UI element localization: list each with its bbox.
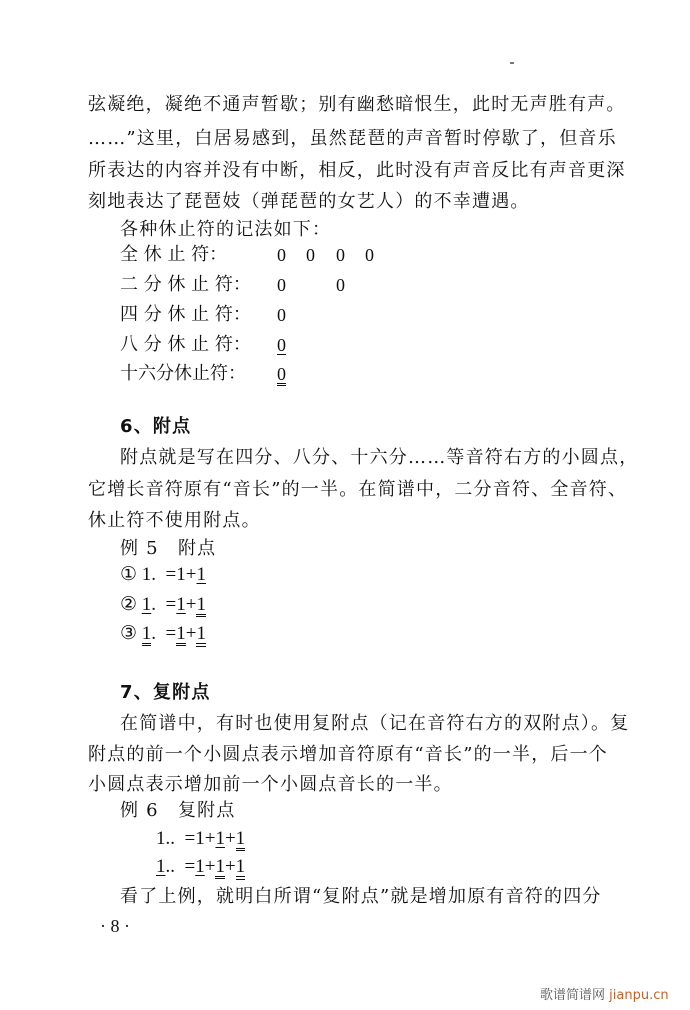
rest-value-sixteenth: 0 xyxy=(277,364,286,384)
watermark xyxy=(540,984,669,1003)
paragraph-line: 休止符不使用附点。 xyxy=(88,510,261,531)
watermark-cn: 歌谱简谱网 xyxy=(540,988,606,1003)
paragraph-line: 小圆点表示增加前一个小圆点音长的一半。 xyxy=(88,774,453,795)
rest-value-quarter: 0 xyxy=(277,305,286,325)
example-5-row-3: ③ 1. =1+1 xyxy=(120,623,206,647)
rest-value-eighth: 0 xyxy=(277,335,286,355)
example-6-row-1: 1.. =1+1+1 xyxy=(156,828,246,849)
paragraph-line: ……”这里，白居易感到，虽然琵琶的声音暂时停歇了，但音乐 xyxy=(88,128,617,149)
rest-label-half: 二 分 休 止 符： xyxy=(120,274,251,295)
paragraph-line: 它增长音符原有“音长”的一半。在简谱中，二分音符、全音符、 xyxy=(88,479,628,500)
example-6-title: 例 6 复附点 xyxy=(120,800,236,821)
paragraph-line: 所表达的内容并没有中断，相反，此时没有声音反比有声音更深 xyxy=(88,160,626,181)
page-number: · 8 · xyxy=(100,916,130,936)
example-5-row-2: ② 1. =1+1 xyxy=(120,594,206,615)
paragraph-line: 在简谱中，有时也使用复附点（记在音符右方的双附点）。复 xyxy=(120,713,630,734)
rest-label-whole: 全 休 止 符： xyxy=(120,244,228,265)
section-6-heading: 6、附点 xyxy=(120,416,192,437)
section-7-heading: 7、复附点 xyxy=(120,682,211,703)
example-6-row-2: 1.. =1+1+1 xyxy=(156,856,245,880)
rest-label-eighth: 八 分 休 止 符： xyxy=(120,334,251,355)
rests-intro: 各种休止符的记法如下： xyxy=(120,219,332,240)
paragraph-line: 刻地表达了琵琶妓（弹琵琶的女艺人）的不幸遭遇。 xyxy=(88,191,530,212)
paragraph-line: 弦凝绝，凝绝不通声暂歇；别有幽愁暗恨生，此时无声胜有声。 xyxy=(88,94,626,115)
example-5-title: 例 5 附点 xyxy=(120,538,217,559)
paragraph-line: 附点的前一个小圆点表示增加音符原有“音长”的一半，后一个 xyxy=(88,744,609,765)
closing-line: 看了上例，就明白所谓“复附点”就是增加原有音符的四分 xyxy=(120,886,602,907)
paragraph-line: 附点就是写在四分、八分、十六分……等音符右方的小圆点， xyxy=(120,447,639,468)
scan-speck xyxy=(510,62,514,64)
book-page: 弦凝绝，凝绝不通声暂歇；别有幽愁暗恨生，此时无声胜有声。 ……”这里，白居易感到，虽然琵琶的声音暂时停歇了，但音乐 所表达的内容并没有中断，相反，此时没有声音反比有声音更深 刻地表达了琵琶妓（弹琵琶的女艺人）的不幸遭遇。 各种休止符的记法如下： 全 休 止 符： 0 0 0 0 二 分 休 止 符： 0 0 四 分 休 止 符： 0 八 分 休 止 符： 0 十六分休止符： 0 6、附点 附点就是写在四分、八分、十六分……等音符右方的小圆点， 它增长音符原有“音长”的一半。在简谱中，二分音符、全音符、 休止符不使用附点。 例 5 附点 ① 1. =1+1 ② 1. =1+1 ③ 1. =1+1 7、复附点 在简谱中，有时也使用复附点（记在音符右方的双附点）。复 附点的前一个小圆点表示增加音符原有“音长”的一半，后一个 小圆点表示增加前一个小圆点音长的一半。 例 6 复附点 1.. =1+1+1 1.. =1+1+1 看了上例，就明白所谓“复附点”就是增加原有音符的四分 · 8 · 歌谱简谱网 jianpu.cn xyxy=(0,0,690,1010)
example-5-row-1: ① 1. =1+1 xyxy=(120,564,206,585)
watermark-site: jianpu.cn xyxy=(609,988,669,1003)
rest-label-sixteenth: 十六分休止符： xyxy=(120,363,246,384)
rest-label-quarter: 四 分 休 止 符： xyxy=(120,304,251,325)
